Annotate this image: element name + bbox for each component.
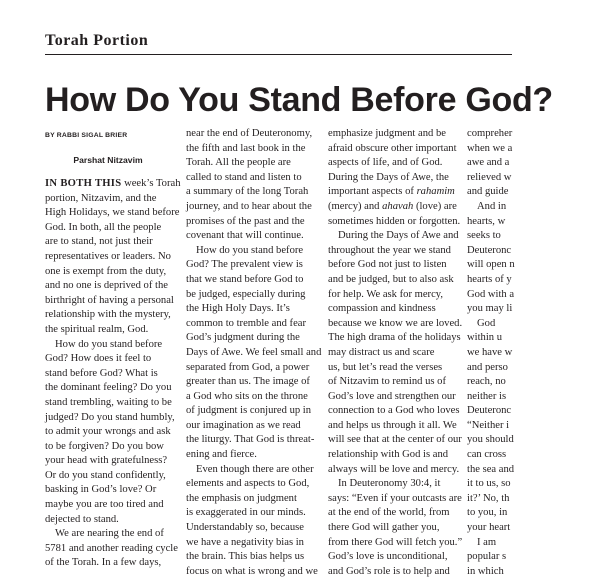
paragraph-line: before God not just to listen (328, 259, 447, 271)
paragraph-line: portion, Nitzavim, and the (45, 192, 157, 204)
article-byline: BY RABBI SIGAL BRIER (45, 132, 128, 139)
paragraph-line: to admit your wrongs and ask (45, 426, 171, 438)
paragraph-line: it to us, so (467, 478, 511, 490)
paragraph-line: (mercy) and ahavah (love) are (328, 200, 457, 212)
paragraph-line: will open n (467, 259, 515, 271)
paragraph-line: God. In both, all the people (45, 221, 162, 233)
paragraph-line: relationship with the mystery, (45, 309, 171, 321)
paragraph-line: During the Days of Awe and (338, 230, 459, 242)
paragraph-line: afraid obscure other important (328, 142, 457, 154)
paragraph-line: compassion and kindness (328, 303, 436, 315)
paragraph-line: hearts of y (467, 273, 512, 285)
paragraph-line: the fifth and last book in the (186, 142, 306, 154)
paragraph-line: God’s love is unconditional, (328, 551, 448, 563)
paragraph-line: promises of the past and the (186, 215, 305, 227)
paragraph-line: judged? Do you stand humbly, (45, 411, 175, 423)
paragraph-line: always will be love and mercy. (328, 463, 460, 475)
paragraph-line: awe and a (467, 157, 510, 169)
paragraph-line: journey, and to hear about the (186, 200, 312, 212)
paragraph-line: neither is (467, 390, 507, 402)
paragraph-line: and guide (467, 186, 509, 198)
hebrew-term-rahamim: rahamim (416, 186, 455, 198)
paragraph-line: How do you stand before (196, 244, 304, 256)
paragraph-line: hearts, w (467, 215, 506, 227)
paragraph-line: common to tremble and fear (186, 317, 307, 329)
paragraph-line: How do you stand before (55, 338, 163, 350)
paragraph-line: God? How does it feel to (45, 353, 152, 365)
paragraph-line: it?’ No, th (467, 492, 510, 504)
paragraph-line: you should (467, 434, 514, 446)
paragraph-line: High Holidays, we stand before (45, 207, 180, 219)
paragraph-line: relationship with God is and (328, 449, 449, 461)
paragraph-line: can cross (467, 449, 507, 461)
paragraph-line: Deuteronc (467, 244, 512, 256)
paragraph-line: is exaggerated in our minds. (186, 507, 306, 519)
paragraph-line: the dominant feeling? Do you (45, 382, 172, 394)
paragraph-line: when we a (467, 142, 513, 154)
paragraph-line: we have w (467, 346, 513, 358)
paragraph-line: greater than us. The image of (186, 376, 310, 388)
paragraph-line: maybe you are too tired and (45, 499, 164, 511)
paragraph-line: called to stand and listen to (186, 171, 302, 183)
paragraph-line: to you, in (467, 507, 508, 519)
paragraph-line: seeks to (467, 230, 501, 242)
paragraph-line: and perso (467, 361, 508, 373)
paragraph-line: “Neither i (467, 419, 510, 431)
paragraph-line: says: “Even if your outcasts are (328, 492, 462, 504)
paragraph-line: Or do you stand confidently, (45, 469, 166, 481)
paragraph-line: basking in God’s love? Or (45, 484, 157, 496)
paragraph-line: for help. We ask for mercy, (328, 288, 444, 300)
paragraph-line: that we stand before God to (186, 273, 304, 285)
paragraph-line: important aspects of rahamim (328, 186, 455, 198)
section-rule (45, 54, 512, 55)
paragraph-line: 5781 and another reading cycle (45, 542, 178, 554)
paragraph-line: compreher (467, 128, 513, 139)
paragraph-line: and God’s role is to help and (328, 565, 450, 577)
paragraph-line: focus on what is wrong and we (186, 565, 318, 577)
paragraph-line: near the end of Deuteronomy, (186, 128, 313, 139)
paragraph-line: to be forgiven? Do you bow (45, 440, 164, 452)
paragraph-line: in which (467, 565, 504, 577)
paragraph-line: the liturgy. That God is threat- (186, 434, 315, 446)
paragraph-line: of Nitzavim to remind us of (328, 376, 446, 388)
paragraph-line: sometimes hidden or forgotten. (328, 215, 461, 227)
paragraph-line: throughout the year we stand (328, 244, 451, 256)
paragraph-line: In Deuteronomy 30:4, it (338, 478, 441, 490)
paragraph-line: stand trembling, waiting to be (45, 396, 172, 408)
paragraph-line: will see that at the center of our (328, 434, 462, 446)
paragraph-line: within u (467, 332, 503, 344)
paragraph-line: Days of Awe. We feel small and (186, 346, 322, 358)
paragraph-line: your heart (467, 522, 511, 534)
paragraph-line: you may li (467, 303, 513, 315)
paragraph-line: and no one is deprived of the (45, 280, 168, 292)
paragraph-line: the brain. This bias helps us (186, 551, 305, 563)
paragraph-line: a God who sits on the throne (186, 390, 308, 402)
paragraph-line: of judgment is conjured up in (186, 405, 312, 417)
lead-in: IN BOTH THIS (45, 178, 122, 189)
hebrew-term-ahavah: ahavah (382, 200, 414, 212)
paragraph-line: emphasize judgment and be (328, 128, 446, 139)
paragraph-line: We are nearing the end of (55, 528, 164, 540)
paragraph-line: the spiritual realm, God. (45, 323, 149, 335)
paragraph-line: be judged, especially during (186, 288, 306, 300)
paragraph-line: a summary of the long Torah (186, 186, 309, 198)
paragraph-line: reach, no (467, 376, 506, 388)
paragraph-line: are to stand, not just their (45, 236, 153, 248)
paragraph-line: Understandably so, because (186, 522, 304, 534)
paragraph-line: IN BOTH THIS week’s Torah (45, 178, 181, 189)
paragraph-line: from there God will fetch you.” (328, 536, 463, 548)
paragraph-line: And in (477, 200, 507, 212)
paragraph-line: we have a negativity bias in (186, 536, 304, 548)
paragraph-line: there God will gather you, (328, 522, 440, 534)
paragraph-line: dejected to stand. (45, 513, 119, 525)
article-column-3 (328, 127, 463, 579)
paragraph-line: God? The prevalent view is (186, 259, 303, 271)
paragraph-line: popular s (467, 551, 507, 563)
paragraph-line: the emphasis on judgment (186, 492, 297, 504)
paragraph-line: God’s love and strengthen our (328, 390, 456, 402)
paragraph-line: God (477, 317, 496, 329)
paragraph-line: of the Torah. In a few days, (45, 557, 162, 569)
article-column-2 (186, 127, 322, 579)
paragraph-line: God with a (467, 288, 515, 300)
paragraph-line: one is exempt from the duty, (45, 265, 167, 277)
paragraph-line: Deuteronc (467, 405, 512, 417)
paragraph-line: our imagination as we read (186, 419, 301, 431)
paragraph-line: separated from God, a power (186, 361, 310, 373)
section-header: Torah Portion (45, 32, 149, 49)
paragraph-line: and be judged, but to also ask (328, 273, 454, 285)
paragraph-line: because we know we are loved. (328, 317, 463, 329)
paragraph-line: relieved w (467, 171, 512, 183)
paragraph-line: I am (477, 536, 497, 548)
paragraph-line: birthright of having a personal (45, 294, 174, 306)
article-headline: How Do You Stand Before God? (45, 81, 553, 119)
paragraph-line: elements and aspects to God, (186, 478, 310, 490)
paragraph-line: Torah. All the people are (186, 157, 291, 169)
paragraph-line: your head with gratefulness? (45, 455, 168, 467)
paragraph-line: representatives or leaders. No (45, 250, 171, 262)
paragraph-line: During the Days of Awe, the (328, 171, 449, 183)
paragraph-line: The high drama of the holidays (328, 332, 461, 344)
paragraph-line: the High Holy Days. It’s (186, 303, 290, 315)
paragraph-line: and helps us through it all. We (328, 419, 457, 431)
paragraph-line: may distract us and scare (328, 346, 435, 358)
article-column-1 (45, 127, 181, 571)
article-column-4 (467, 127, 597, 579)
paragraph-line: connection to a God who loves (328, 405, 460, 417)
paragraph-line: us, but let’s read the verses (328, 361, 443, 373)
paragraph-line: Even though there are other (196, 463, 314, 475)
article-subhead: Parshat Nitzavim (73, 155, 143, 165)
paragraph-line: at the end of the world, from (328, 507, 450, 519)
paragraph-line: the sea and (467, 463, 515, 475)
paragraph-line: God’s judgment during the (186, 332, 300, 344)
paragraph-line: stand before God? What is (45, 367, 158, 379)
paragraph-line: aspects of life, and of God. (328, 157, 443, 169)
paragraph-line: covenant that will continue. (186, 230, 304, 242)
paragraph-line: ening and fierce. (186, 449, 257, 461)
